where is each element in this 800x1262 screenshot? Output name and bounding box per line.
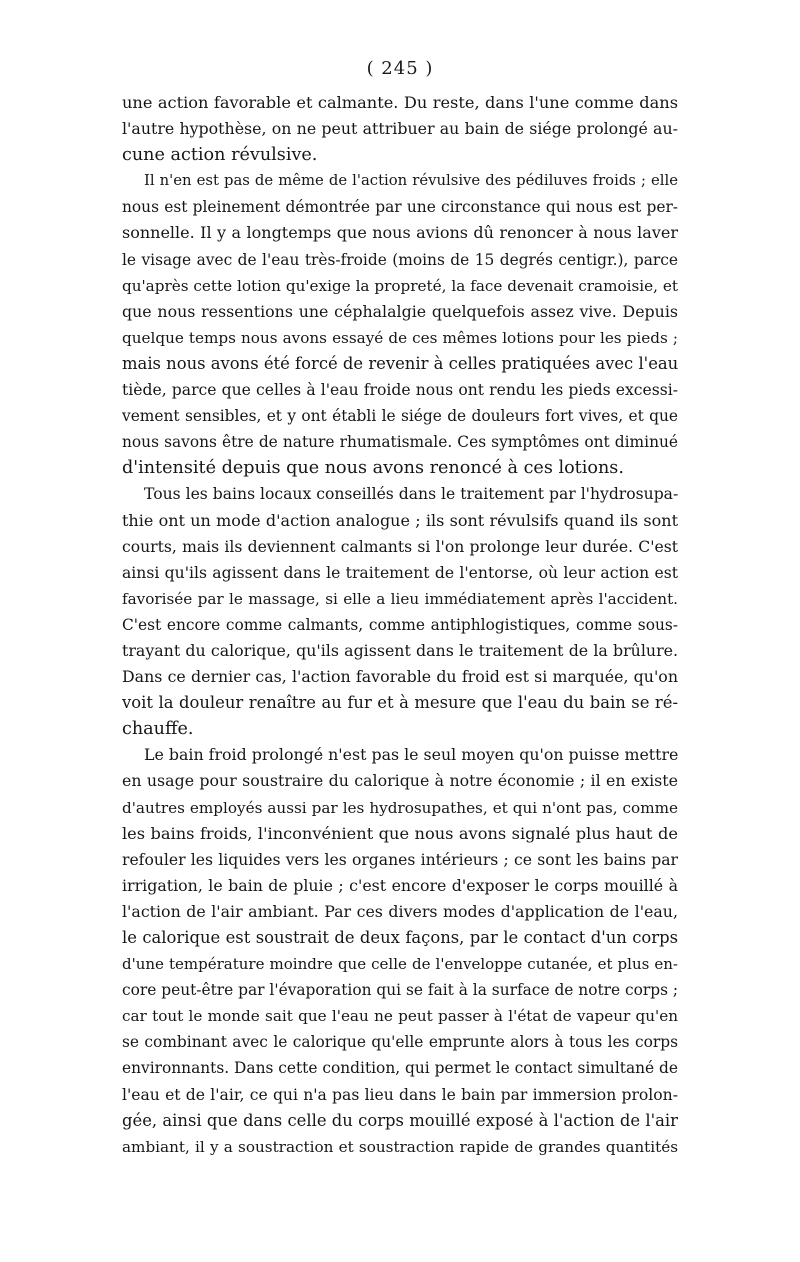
text-line: en usage pour soustraire du calorique à notre économie ; il en existe bbox=[122, 771, 678, 791]
text-line: l'action de l'air ambiant. Par ces divers modes d'application de l'eau, bbox=[122, 901, 678, 921]
text-line: chauffe. bbox=[122, 719, 194, 740]
text-line: l'eau et de l'air, ce qui n'a pas lieu dans le bain par immersion prolon- bbox=[122, 1085, 678, 1104]
text-line: vement sensibles, et y ont établi le siége de douleurs fort vives, et que bbox=[122, 407, 678, 426]
text-line: quelque temps nous avons essayé de ces mêmes lotions pour les pieds ; bbox=[122, 328, 678, 347]
text-line: car tout le monde sait que l'eau ne peut passer à l'état de vapeur qu'en bbox=[122, 1007, 678, 1026]
text-line: favorisée par le massage, si elle a lieu immédiatement après l'accident. bbox=[122, 589, 678, 608]
text-line: le calorique est soustrait de deux façons, par le contact d'un corps bbox=[122, 928, 678, 947]
text-line: sonnelle. Il y a longtemps que nous avions dû renoncer à nous laver bbox=[122, 223, 678, 243]
text-line: le visage avec de l'eau très-froide (moins de 15 degrés centigr.), parce bbox=[122, 250, 678, 269]
text-line: l'autre hypothèse, on ne peut attribuer au bain de siége prolongé au- bbox=[122, 119, 678, 139]
paragraph-1 bbox=[122, 90, 678, 168]
page-number: ( 245 ) bbox=[366, 58, 434, 79]
text-line: Dans ce dernier cas, l'action favorable du froid est si marquée, qu'on bbox=[122, 667, 678, 687]
text-line: les bains froids, l'inconvénient que nous avons signalé plus haut de bbox=[122, 823, 678, 843]
text-line: environnants. Dans cette condition, qui permet le contact simultané de bbox=[122, 1059, 678, 1078]
text-line: nous savons être de nature rhumatismale. Ces symptômes ont diminué bbox=[122, 433, 678, 452]
text-line: nous est pleinement démontrée par une circonstance qui nous est per- bbox=[122, 198, 678, 217]
paragraph-2 bbox=[122, 168, 678, 481]
text-line: irrigation, le bain de pluie ; c'est encore d'exposer le corps mouillé à bbox=[122, 875, 678, 895]
text-line: Tous les bains locaux conseillés dans le traitement par l'hydrosupa- bbox=[144, 485, 679, 504]
body-text bbox=[122, 90, 678, 1160]
text-line: gée, ainsi que dans celle du corps mouillé exposé à l'action de l'air bbox=[122, 1110, 678, 1130]
text-line: d'autres employés aussi par les hydrosupathes, et qui n'ont pas, comme bbox=[122, 798, 678, 817]
text-line: courts, mais ils deviennent calmants si l'on prolonge leur durée. C'est bbox=[122, 537, 678, 556]
text-line: une action favorable et calmante. Du reste, dans l'une comme dans bbox=[122, 93, 678, 112]
text-line: se combinant avec le calorique qu'elle emprunte alors à tous les corps bbox=[122, 1033, 678, 1052]
text-line: Le bain froid prolongé n'est pas le seul moyen qu'on puisse mettre bbox=[144, 745, 679, 765]
text-line: que nous ressentions une céphalalgie quelquefois assez vive. Depuis bbox=[122, 301, 678, 321]
text-line: refouler les liquides vers les organes intérieurs ; ce sont les bains par bbox=[122, 850, 678, 869]
text-line: Il n'en est pas de même de l'action révulsive des pédiluves froids ; elle bbox=[144, 172, 678, 190]
text-line: mais nous avons été forcé de revenir à celles pratiquées avec l'eau bbox=[122, 353, 679, 373]
text-line: ainsi qu'ils agissent dans le traitement de l'entorse, où leur action est bbox=[122, 563, 678, 582]
text-line: qu'après cette lotion qu'exige la propreté, la face devenait cramoisie, et bbox=[122, 276, 678, 295]
text-line: d'une température moindre que celle de l'enveloppe cutanée, et plus en- bbox=[122, 955, 678, 974]
text-line: cune action révulsive. bbox=[122, 145, 318, 166]
text-line: voit la douleur renaître au fur et à mesure que l'eau du bain se ré- bbox=[122, 693, 678, 713]
text-line: thie ont un mode d'action analogue ; ils sont révulsifs quand ils sont bbox=[122, 510, 678, 530]
text-line: core peut-être par l'évaporation qui se fait à la surface de notre corps ; bbox=[122, 981, 679, 1000]
text-line: trayant du calorique, qu'ils agissent dans le traitement de la brûlure. bbox=[122, 640, 678, 660]
paragraph-4 bbox=[122, 742, 678, 1160]
text-line: tiède, parce que celles à l'eau froide nous ont rendu les pieds excessi- bbox=[122, 381, 678, 400]
paragraph-3 bbox=[122, 481, 678, 742]
text-line: C'est encore comme calmants, comme antiphlogistiques, comme sous- bbox=[122, 615, 678, 634]
text-line: d'intensité depuis que nous avons renoncé à ces lotions. bbox=[122, 458, 624, 479]
text-line: ambiant, il y a soustraction et soustraction rapide de grandes quantités bbox=[122, 1137, 678, 1156]
